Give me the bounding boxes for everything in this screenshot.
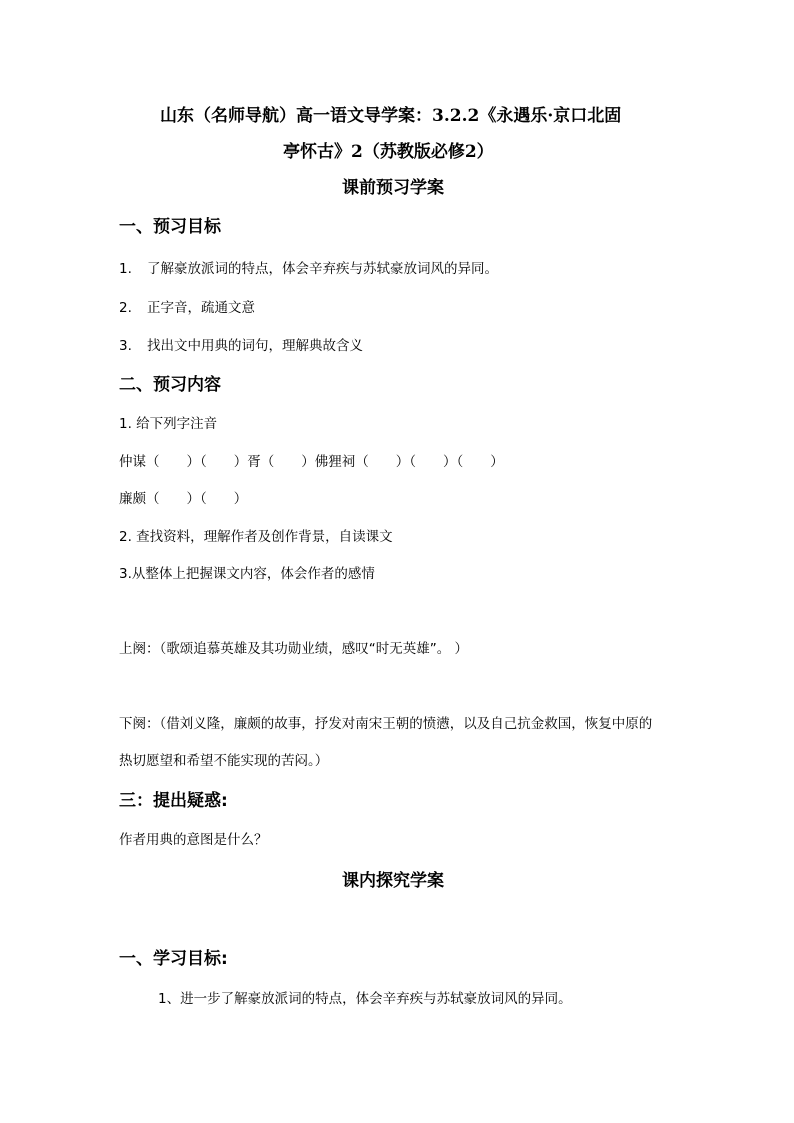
list-item xyxy=(119,302,255,316)
heading-preview-goals: 一、预习目标 xyxy=(119,217,221,237)
heading-questions: 三：提出疑惑: xyxy=(119,791,228,811)
document-title-line1: 山东（名师导航）高一语文导学案：3.2.2《永遇乐·京口北固 xyxy=(160,106,622,126)
study-goal-item-1: 1、进一步了解豪放派词的特点，体会辛弃疾与苏轼豪放词风的异同。 xyxy=(158,991,572,1007)
phonetic-line-2: 廉颇（ ）（ ） xyxy=(119,491,248,507)
list-item-number: 2. xyxy=(119,300,132,316)
section-title-inclass: 课内探究学案 xyxy=(342,871,444,891)
list-item-text: 了解豪放派词的特点，体会辛弃疾与苏轼豪放词风的异同。 xyxy=(147,261,498,277)
section-title-preview: 课前预习学案 xyxy=(342,178,444,198)
lower-stanza-note-line2: 热切愿望和希望不能实现的苦闷。） xyxy=(119,753,329,769)
list-item xyxy=(119,263,498,277)
lower-stanza-note-line1: 下阕：（借刘义隆，廉颇的故事，抒发对南宋王朝的愤懑，以及自己抗金救国，恢复中原的 xyxy=(119,716,653,732)
list-item-text: 找出文中用典的词句，理解典故含义 xyxy=(147,338,363,354)
upper-stanza-note: 上阕：（歌颂追慕英雄及其功勋业绩，感叹“时无英雄”。 ） xyxy=(119,641,469,657)
content-item-3: 3.从整体上把握课文内容，体会作者的感情 xyxy=(119,566,375,582)
content-item-2: 2. 查找资料，理解作者及创作背景，自读课文 xyxy=(119,529,393,545)
list-item-text: 正字音，疏通文意 xyxy=(147,300,255,316)
list-item-number: 1. xyxy=(119,261,132,277)
phonetic-line-1: 仲谋（ ）（ ）胥（ ）佛狸祠（ ）（ ）（ ） xyxy=(119,454,504,470)
question-text: 作者用典的意图是什么？ xyxy=(119,832,268,848)
content-item-1: 1. 给下列字注音 xyxy=(119,416,218,432)
heading-preview-content: 二、预习内容 xyxy=(119,375,221,395)
list-item xyxy=(119,340,363,354)
document-title-line2: 亭怀古》2（苏教版必修2） xyxy=(283,142,494,162)
list-item-number: 3. xyxy=(119,338,132,354)
heading-study-goals: 一、学习目标: xyxy=(119,949,228,969)
